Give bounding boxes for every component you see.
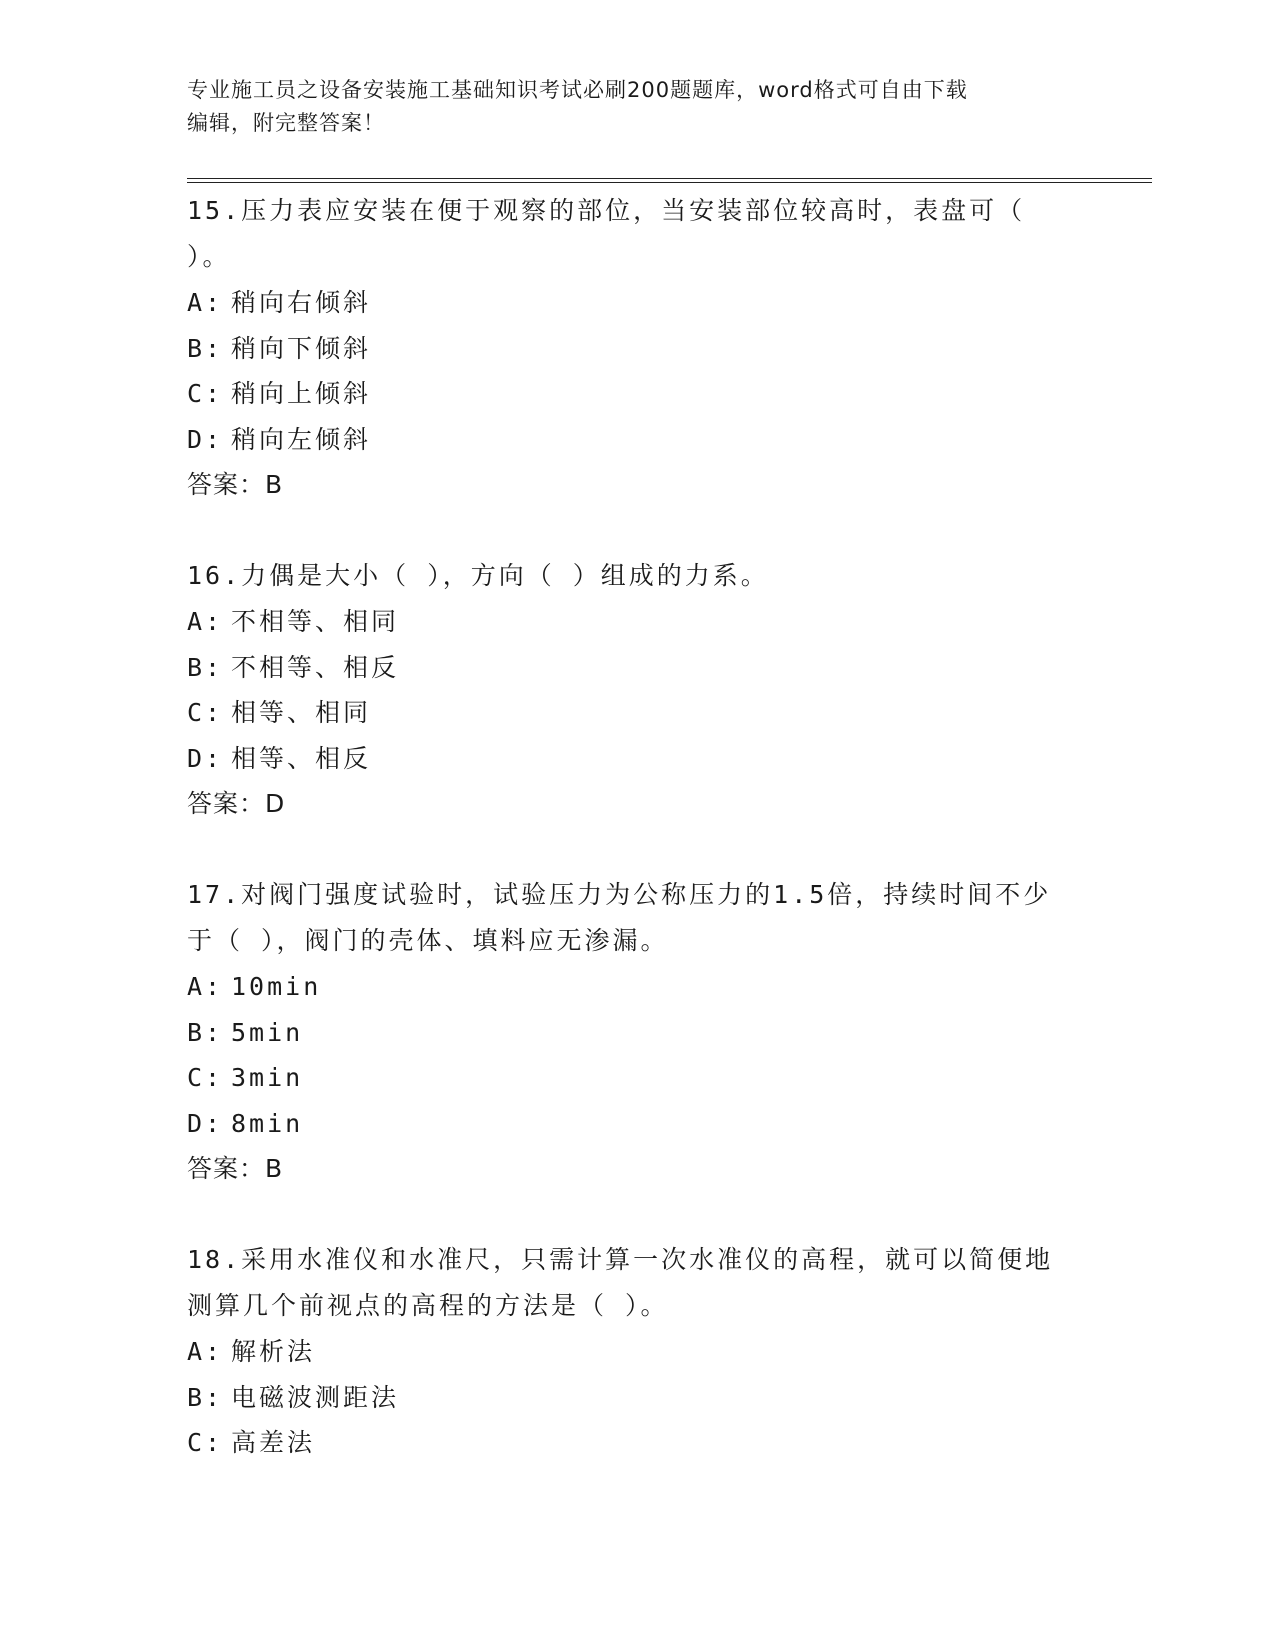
answer-line: 答案：D (187, 789, 286, 818)
option-a (187, 599, 1087, 645)
question-15 (187, 188, 1087, 507)
option-key: D: (187, 1108, 224, 1138)
question-text-continued: 测算几个前视点的高程的方法是（ ）。 (187, 1291, 669, 1320)
answer-line: 答案：B (187, 1154, 284, 1183)
option-c (187, 371, 1087, 417)
option-c (187, 1055, 1087, 1101)
option-text: 不相等、相反 (231, 652, 400, 682)
option-key: D: (187, 424, 224, 454)
option-text: 8min (231, 1108, 304, 1138)
option-key: B: (187, 652, 224, 682)
option-b (187, 326, 1087, 372)
option-text: 稍向上倾斜 (231, 379, 372, 408)
option-a (187, 964, 1087, 1010)
option-key: B: (187, 333, 224, 363)
option-key: A: (187, 972, 224, 1001)
option-b (187, 1375, 1087, 1421)
option-d (187, 1101, 1087, 1147)
option-key: C: (187, 1428, 224, 1457)
option-d (187, 736, 1087, 782)
option-key: B: (187, 1382, 224, 1412)
question-text-continued: ）。 (187, 242, 231, 271)
question-17 (187, 872, 1087, 1191)
question-text: 18.采用水准仪和水准尺，只需计算一次水准仪的高程，就可以简便地 (187, 1245, 1054, 1274)
answer-line: 答案：B (187, 470, 284, 499)
question-text-continued: 于（ ），阀门的壳体、填料应无渗漏。 (187, 926, 669, 955)
option-key: A: (187, 607, 224, 636)
question-18 (187, 1237, 1087, 1466)
header-line-1: 专业施工员之设备安装施工基础知识考试必刷200题题库，word格式可自由下载 (187, 78, 968, 102)
option-text: 10min (231, 972, 322, 1001)
option-key: A: (187, 1337, 224, 1366)
option-text: 解析法 (231, 1337, 316, 1366)
question-list (187, 188, 1087, 1512)
question-16 (187, 553, 1087, 826)
option-key: C: (187, 379, 224, 408)
question-text: 17.对阀门强度试验时，试验压力为公称压力的1.5倍，持续时间不少 (187, 880, 1052, 909)
option-text: 稍向下倾斜 (231, 333, 372, 363)
option-key: B: (187, 1017, 224, 1047)
option-text: 高差法 (231, 1428, 316, 1457)
option-text: 电磁波测距法 (231, 1382, 400, 1412)
option-text: 不相等、相同 (231, 607, 400, 636)
option-key: D: (187, 743, 224, 773)
question-text: 15.压力表应安装在便于观察的部位，当安装部位较高时，表盘可（ (187, 196, 1026, 225)
option-text: 5min (231, 1017, 304, 1047)
option-b (187, 645, 1087, 691)
option-text: 相等、相同 (231, 698, 372, 727)
header-line-2: 编辑，附完整答案！ (187, 111, 385, 135)
option-b (187, 1010, 1087, 1056)
document-header (187, 74, 1067, 140)
option-a (187, 280, 1087, 326)
question-text: 16.力偶是大小（ ），方向（ ）组成的力系。 (187, 561, 769, 590)
option-key: C: (187, 1063, 224, 1092)
option-text: 相等、相反 (231, 743, 372, 773)
option-key: A: (187, 288, 224, 317)
option-c (187, 690, 1087, 736)
option-key: C: (187, 698, 224, 727)
option-c (187, 1420, 1087, 1466)
option-text: 稍向右倾斜 (231, 288, 372, 317)
header-divider (187, 178, 1152, 183)
option-a (187, 1329, 1087, 1375)
option-text: 3min (231, 1063, 304, 1092)
option-text: 稍向左倾斜 (231, 424, 372, 454)
option-d (187, 417, 1087, 463)
